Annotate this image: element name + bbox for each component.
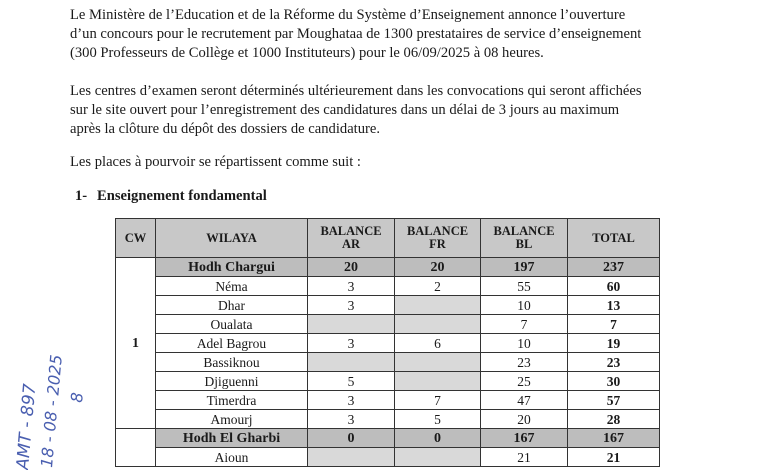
moughataa-name: Néma	[156, 277, 308, 296]
handwriting-line-1: AMT - 897	[13, 382, 41, 470]
table-row	[116, 372, 660, 391]
fr-cell	[395, 448, 481, 467]
intro-paragraph	[70, 6, 760, 63]
handwriting-line-2: 18 - 08 - 2025	[37, 353, 66, 469]
ar-cell: 3	[308, 410, 395, 429]
bl-cell: 7	[481, 315, 568, 334]
fr-cell: 20	[395, 258, 481, 277]
total-cell: 19	[568, 334, 660, 353]
header-total: TOTAL	[568, 219, 660, 258]
total-cell: 60	[568, 277, 660, 296]
table-row	[116, 277, 660, 296]
section-heading	[75, 188, 267, 205]
table-row	[116, 334, 660, 353]
bl-cell: 20	[481, 410, 568, 429]
handwriting-svg	[2, 318, 112, 470]
moughataa-name: Bassiknou	[156, 353, 308, 372]
moughataa-name: Adel Bagrou	[156, 334, 308, 353]
table-row	[116, 296, 660, 315]
places-line-1: Les places à pourvoir se répartissent comme suit :	[70, 154, 361, 170]
table-header-row	[116, 219, 660, 258]
wilaya-name: Hodh El Gharbi	[156, 429, 308, 448]
fr-cell: 2	[395, 277, 481, 296]
bl-cell: 197	[481, 258, 568, 277]
header-balance-fr: BALANCE FR	[395, 219, 481, 258]
bl-cell: 10	[481, 334, 568, 353]
table-row	[116, 258, 660, 277]
fr-cell: 6	[395, 334, 481, 353]
bl-cell: 25	[481, 372, 568, 391]
bl-cell: 23	[481, 353, 568, 372]
wilaya-name: Hodh Chargui	[156, 258, 308, 277]
header-cw: CW	[116, 219, 156, 258]
ar-cell: 20	[308, 258, 395, 277]
ar-cell	[308, 353, 395, 372]
centers-paragraph	[70, 82, 760, 139]
header-balance-ar: BALANCE AR	[308, 219, 395, 258]
total-cell: 237	[568, 258, 660, 277]
fr-cell	[395, 353, 481, 372]
moughataa-name: Djiguenni	[156, 372, 308, 391]
total-cell: 13	[568, 296, 660, 315]
cw-cell: 1	[116, 258, 156, 429]
bl-cell: 47	[481, 391, 568, 410]
places-paragraph	[70, 153, 760, 172]
ar-cell: 3	[308, 296, 395, 315]
section-number: 1-	[75, 188, 88, 204]
places-table	[115, 218, 660, 467]
table-row	[116, 315, 660, 334]
section-title: Enseignement fondamental	[97, 188, 267, 204]
handwritten-annotation	[2, 318, 112, 470]
ar-cell	[308, 448, 395, 467]
total-cell: 7	[568, 315, 660, 334]
table-row	[116, 429, 660, 448]
total-cell: 23	[568, 353, 660, 372]
header-balance-bl: BALANCE BL	[481, 219, 568, 258]
ar-cell: 3	[308, 391, 395, 410]
total-cell: 30	[568, 372, 660, 391]
intro-line-2: d’un concours pour le recrutement par Moughataa de 1300 prestataires de service d’enseignement	[70, 26, 642, 42]
header-wilaya: WILAYA	[156, 219, 308, 258]
moughataa-name: Amourj	[156, 410, 308, 429]
cw-cell	[116, 429, 156, 467]
ar-cell: 0	[308, 429, 395, 448]
ar-cell	[308, 315, 395, 334]
table-row	[116, 448, 660, 467]
total-cell: 57	[568, 391, 660, 410]
total-cell: 167	[568, 429, 660, 448]
table-row	[116, 391, 660, 410]
fr-cell	[395, 296, 481, 315]
centers-line-1: Les centres d’examen seront déterminés ultérieurement dans les convocations qui seront affichées	[70, 83, 642, 99]
centers-line-2: sur le site ouvert pour l’enregistrement des candidatures dans un délai de 3 jours au maximum	[70, 102, 620, 118]
fr-cell: 0	[395, 429, 481, 448]
fr-cell: 5	[395, 410, 481, 429]
total-cell: 28	[568, 410, 660, 429]
table-row	[116, 353, 660, 372]
fr-cell	[395, 315, 481, 334]
fr-cell: 7	[395, 391, 481, 410]
intro-line-1: Le Ministère de l’Education et de la Réforme du Système d’Enseignement annonce l’ouverture	[70, 7, 626, 23]
bl-cell: 55	[481, 277, 568, 296]
bl-cell: 167	[481, 429, 568, 448]
moughataa-name: Timerdra	[156, 391, 308, 410]
ar-cell: 3	[308, 277, 395, 296]
handwriting-line-3: 8	[67, 391, 87, 404]
total-cell: 21	[568, 448, 660, 467]
table-row	[116, 410, 660, 429]
centers-line-3: après la clôture du dépôt des dossiers de candidature.	[70, 121, 381, 137]
bl-cell: 21	[481, 448, 568, 467]
ar-cell: 5	[308, 372, 395, 391]
moughataa-name: Aioun	[156, 448, 308, 467]
ar-cell: 3	[308, 334, 395, 353]
fr-cell	[395, 372, 481, 391]
moughataa-name: Dhar	[156, 296, 308, 315]
bl-cell: 10	[481, 296, 568, 315]
intro-line-3: (300 Professeurs de Collège et 1000 Instituteurs) pour le 06/09/2025 à 08 heures.	[70, 45, 544, 61]
moughataa-name: Oualata	[156, 315, 308, 334]
